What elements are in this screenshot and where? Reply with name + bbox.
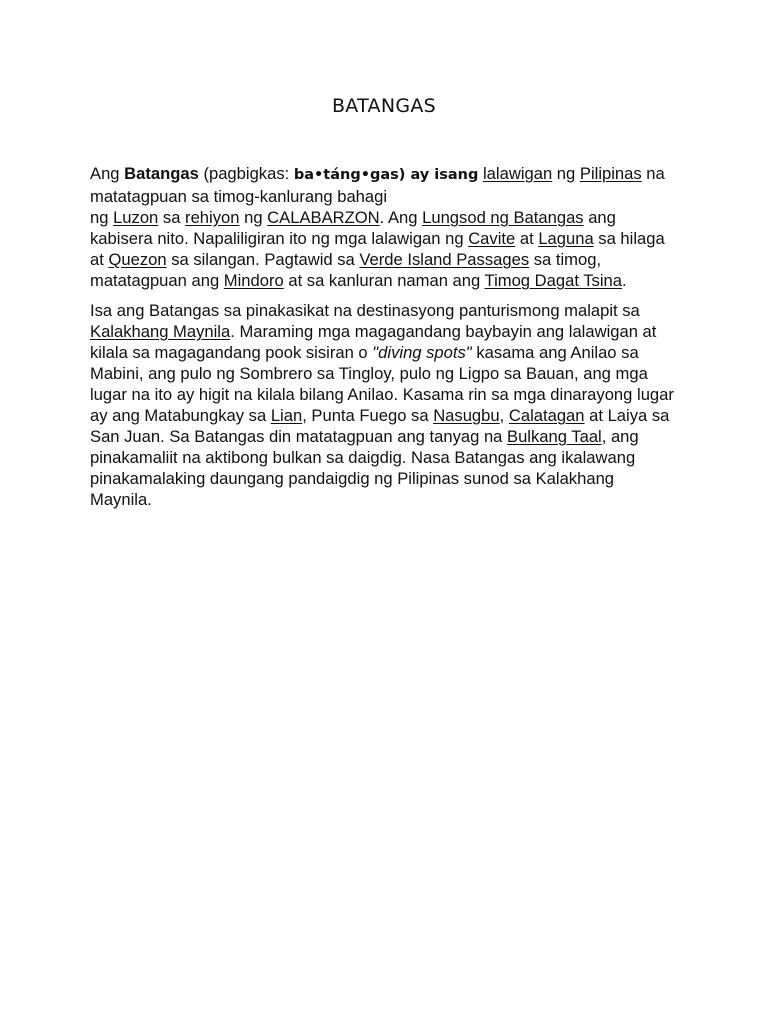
link-calatagan[interactable]: Calatagan bbox=[508, 406, 585, 425]
bold-term: Batangas bbox=[124, 164, 199, 183]
link-timog-dagat-tsina[interactable]: Timog Dagat Tsina bbox=[484, 271, 622, 290]
text: (pagbigkas: bbox=[198, 164, 294, 183]
pronunciation: ba•táng•gas) ay isang bbox=[293, 167, 479, 183]
link-quezon[interactable]: Quezon bbox=[108, 250, 167, 269]
text: at bbox=[515, 229, 539, 248]
text: Ang bbox=[90, 164, 125, 183]
link-lalawigan[interactable]: lalawigan bbox=[483, 164, 553, 183]
paragraph-2 bbox=[90, 300, 680, 510]
text: . bbox=[621, 271, 627, 290]
text: , bbox=[499, 406, 509, 425]
text: ng bbox=[552, 164, 580, 183]
text: na matatagpuan sa timog-kanlurang bahagi bbox=[90, 164, 665, 206]
link-lungsod-ng-batangas[interactable]: Lungsod ng Batangas bbox=[422, 208, 584, 227]
text: Isa ang Batangas sa pinakasikat na destinasyong panturismong malapit sa bbox=[90, 301, 640, 320]
link-calabarzon[interactable]: CALABARZON bbox=[267, 208, 380, 227]
link-nasugbu[interactable]: Nasugbu bbox=[433, 406, 500, 425]
link-lian[interactable]: Lian bbox=[270, 406, 303, 425]
text: at Laiya sa San Juan. Sa Batangas din matatagpuan ang tanyag na bbox=[90, 406, 670, 446]
text: sa timog, matatagpuan ang bbox=[90, 250, 602, 290]
text: sa silangan. Pagtawid sa bbox=[166, 250, 360, 269]
link-verde-island-passages[interactable]: Verde Island Passages bbox=[359, 250, 530, 269]
article-body bbox=[90, 163, 680, 510]
link-rehiyon[interactable]: rehiyon bbox=[185, 208, 240, 227]
text: , ang pinakamaliit na aktibong bulkan sa daigdig. Nasa Batangas ang ikalawang pinakamalaking daungang pandaigdig ng Pilipinas sunod sa Kalakhang Maynila. bbox=[90, 427, 639, 509]
link-pilipinas[interactable]: Pilipinas bbox=[579, 164, 642, 183]
text: , Punta Fuego sa bbox=[302, 406, 434, 425]
page-title: BATANGAS bbox=[331, 95, 437, 117]
link-luzon[interactable]: Luzon bbox=[113, 208, 159, 227]
text: ng bbox=[239, 208, 268, 227]
text: sa bbox=[158, 208, 186, 227]
text: ng bbox=[90, 208, 114, 227]
link-kalakhang-maynila[interactable]: Kalakhang Maynila bbox=[90, 322, 231, 341]
text: kasama ang Anilao sa Mabini, ang pulo ng Sombrero sa Tingloy, pulo ng Ligpo sa Bauan, ang mga lugar na ito ay higit na kilala bilang Anilao. Kasama rin sa mga dinarayong lugar ay ang Matabungkay sa bbox=[90, 343, 674, 425]
text: at sa kanluran naman ang bbox=[283, 271, 485, 290]
text: . Ang bbox=[379, 208, 423, 227]
link-bulkang-taal[interactable]: Bulkang Taal bbox=[507, 427, 602, 446]
text: ang kabisera nito. Napaliligiran ito ng mga lalawigan ng bbox=[90, 208, 616, 248]
link-cavite[interactable]: Cavite bbox=[468, 229, 516, 248]
text: . Maraming mga magagandang baybayin ang lalawigan at kilala sa magagandang pook sisiran o bbox=[90, 322, 657, 362]
paragraph-1 bbox=[90, 163, 680, 291]
italic-term: "diving spots" bbox=[372, 343, 472, 362]
text: sa hilaga at bbox=[90, 229, 665, 269]
link-laguna[interactable]: Laguna bbox=[538, 229, 594, 248]
link-mindoro[interactable]: Mindoro bbox=[223, 271, 284, 290]
